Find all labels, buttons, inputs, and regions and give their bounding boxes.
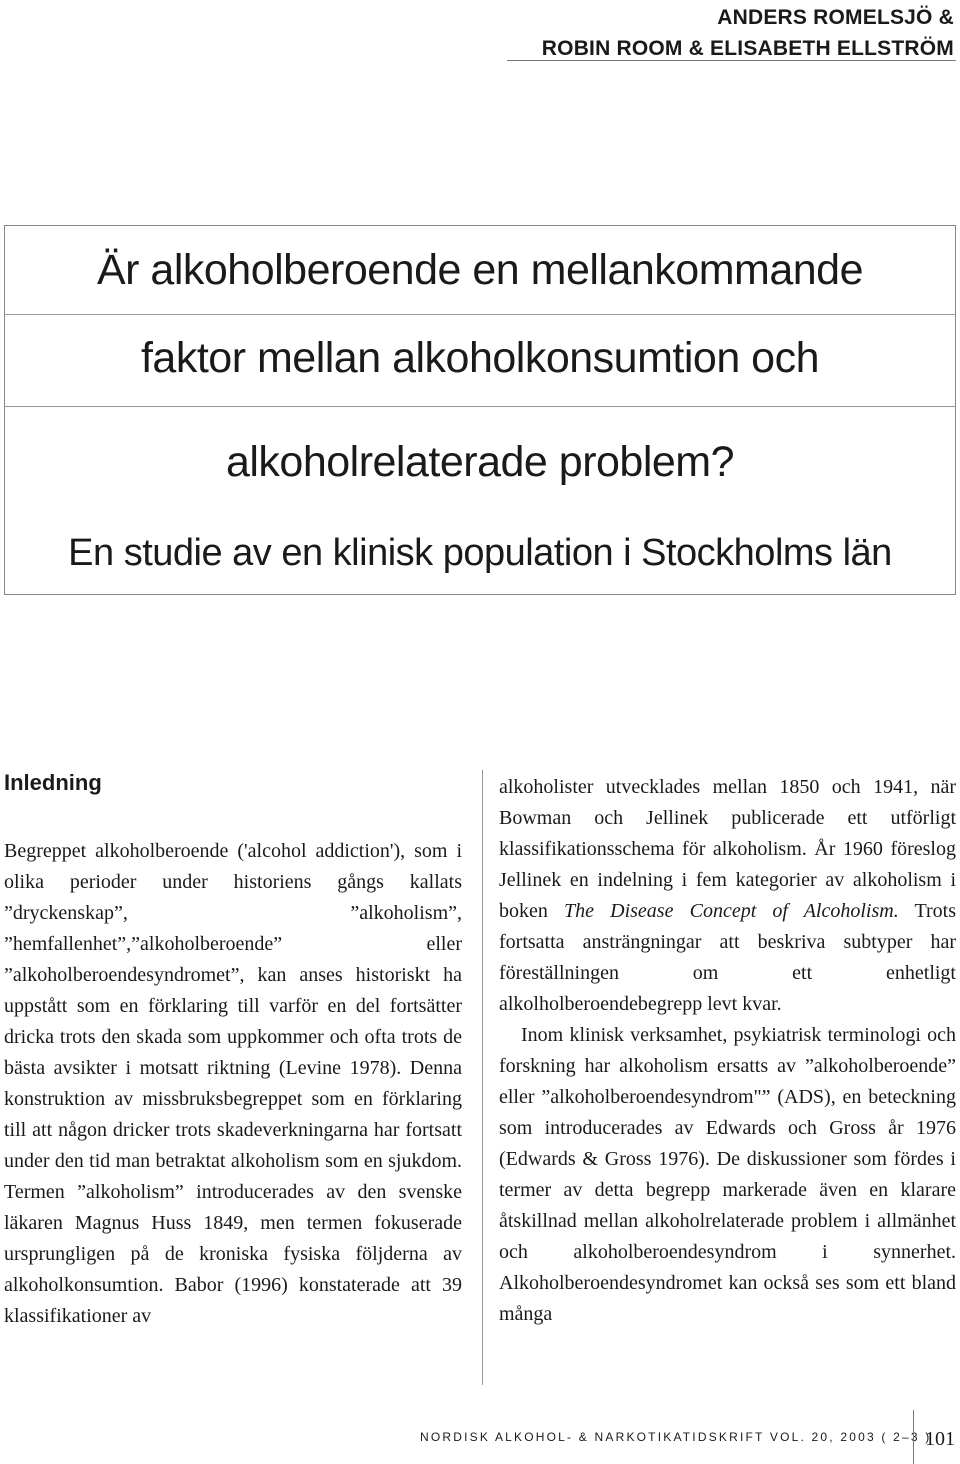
article-subtitle: En studie av en klinisk population i Stockholms län [68,532,892,574]
article-title-line-1: Är alkoholberoende en mellankommande [96,246,864,294]
title-rule [5,406,955,407]
book-title: The Disease Concept of Alcoholism. [564,900,899,922]
paragraph-text: alkoholister utvecklades mellan 1850 och 1941, när Bowman och Jellinek publicerade ett utförligt klassifikationsschema för alkoholism. År 1960 föreslog Jellinek en indelning i fem kategorier av alkoholism i boken [499,776,956,922]
article-title-line-3: alkoholrelaterade problem? [225,438,735,486]
author-line-2: ROBIN ROOM & ELISABETH ELLSTRÖM [541,37,954,60]
journal-footer: NORDISK ALKOHOL- & NARKOTIKATIDSKRIFT VOL. 20, 2003 ( 2–3 ) [420,1430,932,1444]
running-header-authors [494,2,954,64]
left-column-text: Begreppet alkoholberoende ('alcohol addiction'), som i olika perioder under historiens gångs kallats ”dryckenskap”, ”alkoholism”, ”hemfallenhet”,”alkoholberoende” eller ”alkoholberoendesyndromet”, kan anses historiskt ha uppstått som en förklaring till varför en del fortsätter dricka trots den skada som uppkommer och ofta trots de bästa avsikter i motsatt riktning (Levine 1978). Denna konstruktion av missbruksbegreppet som en förklaring till att någon dricker trots skadeverkningarna har fortsatt under den tid man betraktat alkoholism som en sjukdom. Termen ”alkoholism” introducerades av den svenske läkaren Magnus Huss 1849, men termen fokuserade ursprungligen på de kroniska fysiska följderna av alkoholkonsumtion. Babor (1996) konstaterade att 39 klassifikationer av [4,840,462,1327]
title-rule [5,314,955,315]
article-title-line-2: faktor mellan alkoholkonsumtion och [140,334,820,382]
footer-rule [913,1410,914,1464]
right-column [499,772,956,1330]
page-number: 101 [925,1428,955,1450]
paragraph-text: Trots fortsatta ansträngningar att beskriva subtyper har föreställningen om ett enhetligt alkolholberoendebegrepp levt kvar. [499,900,956,1015]
header-rule [507,60,956,61]
right-column-paragraph-2: Inom klinisk verksamhet, psykiatrisk terminologi och forskning har alkoholism ersatts av ”alkoholberoende” eller ”alkoholberoendesyndrom"” (ADS), en beteckning som introducerades av Edwards och Gross år 1976 (Edwards & Gross 1976). De diskussioner som fördes i termer av detta begrepp markerade även en klarare åtskillnad mellan alkoholrelaterade problem i allmänhet och alkoholberoendesyndrom i synnerhet. Alkoholberoendesyndromet kan också ses som ett bland många [499,1024,956,1325]
section-heading: Inledning [4,770,102,795]
right-column-paragraph-1 [499,772,956,1020]
title-box [4,225,956,595]
author-line-1: ANDERS ROMELSJÖ & [717,6,954,29]
column-divider [482,770,483,1385]
